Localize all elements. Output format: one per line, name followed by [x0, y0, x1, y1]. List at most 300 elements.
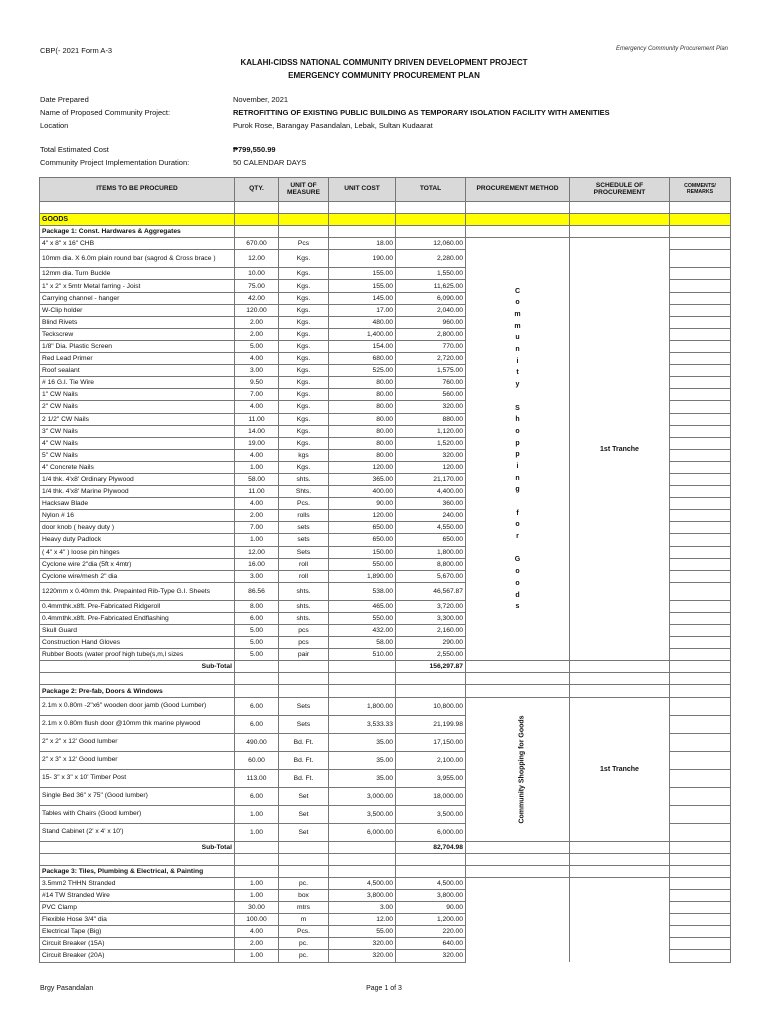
procurement-method-vertical — [514, 286, 520, 613]
item-description: 3.5mm2 THHN Stranded — [40, 877, 235, 889]
item-total: 760.00 — [396, 377, 466, 389]
item-qty: 7.00 — [235, 389, 279, 401]
method-letter: m — [514, 322, 521, 330]
schedule-cell — [570, 238, 670, 661]
item-total: 12,060.00 — [396, 238, 466, 250]
item-unit: Pcs. — [279, 926, 329, 938]
method-letter: f — [516, 509, 519, 517]
subtotal-value: 82,704.98 — [396, 841, 466, 853]
item-description: 1/4 thk. 4'x8' Marine Plywood — [40, 486, 235, 498]
comments-cell — [670, 449, 731, 461]
item-qty: 6.00 — [235, 787, 279, 805]
empty-cell — [670, 226, 731, 238]
method-letter — [514, 543, 520, 555]
col-header-unit: UNIT OF MEASURE — [279, 178, 329, 202]
item-description: door knob ( heavy duty ) — [40, 522, 235, 534]
empty-cell — [329, 685, 396, 697]
method-letter — [514, 496, 520, 508]
item-unit-cost: 320.00 — [329, 950, 396, 962]
item-unit: Sets — [279, 697, 329, 715]
item-description: 10mm dia. X 6.0m plain round bar (sagrod & Cross brace ) — [40, 250, 235, 268]
item-unit: sets — [279, 534, 329, 546]
item-qty: 4.00 — [235, 353, 279, 365]
item-qty: 19.00 — [235, 437, 279, 449]
method-letter: G — [514, 556, 521, 564]
item-description: Roof sealant — [40, 365, 235, 377]
item-total: 46,567.87 — [396, 582, 466, 600]
empty-cell — [670, 202, 731, 214]
method-letter: d — [515, 591, 520, 599]
item-total: 2,100.00 — [396, 751, 466, 769]
empty-cell — [279, 673, 329, 685]
item-total: 4,550.00 — [396, 522, 466, 534]
location-value: Purok Rose, Barangay Pasandalan, Lebak, Sultan Kudaarat — [233, 121, 433, 130]
comments-cell — [670, 437, 731, 449]
empty-cell — [329, 841, 396, 853]
item-qty: 9.50 — [235, 377, 279, 389]
item-unit-cost: 90.00 — [329, 498, 396, 510]
method-letter: u — [515, 334, 520, 342]
method-letter: s — [515, 603, 520, 611]
empty-cell — [279, 202, 329, 214]
spacer-row — [40, 673, 731, 685]
item-description: Stand Cabinet (2' x 4' x 10') — [40, 823, 235, 841]
item-qty: 1.00 — [235, 823, 279, 841]
location-label: Location — [40, 121, 69, 130]
comments-cell — [670, 546, 731, 558]
item-total: 880.00 — [396, 413, 466, 425]
item-description: Flexible Hose 3/4" dia — [40, 914, 235, 926]
item-description: Cyclone wire/mesh 2" dia — [40, 570, 235, 582]
item-description: #14 TW Stranded Wire — [40, 889, 235, 901]
item-unit-cost: 55.00 — [329, 926, 396, 938]
empty-cell — [279, 214, 329, 226]
document-title-line1: KALAHI-CIDSS NATIONAL COMMUNITY DRIVEN DEVELOPMENT PROJECT — [240, 58, 528, 67]
empty-cell — [279, 226, 329, 238]
item-unit: shts. — [279, 612, 329, 624]
item-total: 2,160.00 — [396, 625, 466, 637]
empty-cell — [279, 661, 329, 673]
item-description: Teckscrew — [40, 328, 235, 340]
item-qty: 670.00 — [235, 238, 279, 250]
item-unit-cost: 35.00 — [329, 733, 396, 751]
item-total: 3,720.00 — [396, 600, 466, 612]
item-unit: Shts. — [279, 486, 329, 498]
item-qty: 1.00 — [235, 534, 279, 546]
item-description: Single Bed 36" x 75" (Good lumber) — [40, 787, 235, 805]
item-qty: 4.00 — [235, 926, 279, 938]
comments-cell — [670, 733, 731, 751]
item-qty: 7.00 — [235, 522, 279, 534]
method-letter: o — [515, 568, 520, 576]
empty-cell — [570, 685, 670, 697]
item-unit: mtrs — [279, 902, 329, 914]
empty-cell — [570, 853, 670, 865]
item-unit: Pcs. — [279, 498, 329, 510]
project-value: RETROFITTING OF EXISTING PUBLIC BUILDING AS TEMPORARY ISOLATION FACILITY WITH AMENITIES — [233, 108, 610, 117]
empty-cell — [235, 685, 279, 697]
method-letter: p — [515, 439, 520, 447]
item-description: Blind Rivets — [40, 316, 235, 328]
empty-cell — [670, 841, 731, 853]
item-qty: 1.00 — [235, 805, 279, 823]
item-qty: 2.00 — [235, 510, 279, 522]
schedule-value: 1st Tranche — [600, 445, 639, 453]
item-unit: pcs — [279, 637, 329, 649]
comments-cell — [670, 823, 731, 841]
empty-cell — [670, 865, 731, 877]
item-total: 560.00 — [396, 389, 466, 401]
empty-cell — [235, 865, 279, 877]
item-unit: Kgs. — [279, 353, 329, 365]
empty-cell — [466, 226, 570, 238]
item-description: 2.1m x 0.80m -2"x6" wooden door jamb (Good Lumber) — [40, 697, 235, 715]
empty-cell — [235, 226, 279, 238]
package1-title — [40, 226, 731, 238]
col-header-total: TOTAL — [396, 178, 466, 202]
empty-cell — [396, 865, 466, 877]
item-qty: 3.00 — [235, 365, 279, 377]
item-qty: 1.00 — [235, 950, 279, 962]
item-qty: 2.00 — [235, 316, 279, 328]
item-unit: Set — [279, 787, 329, 805]
item-unit-cost: 550.00 — [329, 612, 396, 624]
item-total: 21,170.00 — [396, 473, 466, 485]
comments-cell — [670, 558, 731, 570]
item-unit-cost: 155.00 — [329, 280, 396, 292]
item-unit: roll — [279, 570, 329, 582]
date-value: November, 2021 — [233, 95, 289, 104]
item-description: Cyclone wire 2"dia (5ft x 4mtr) — [40, 558, 235, 570]
item-unit-cost: 3,533.33 — [329, 715, 396, 733]
procurement-method-cell — [466, 877, 570, 962]
item-total: 3,300.00 — [396, 612, 466, 624]
empty-cell — [40, 853, 235, 865]
item-unit: Kgs. — [279, 377, 329, 389]
item-qty: 10.00 — [235, 268, 279, 280]
item-unit: shts. — [279, 600, 329, 612]
comments-cell — [670, 534, 731, 546]
package1-title-label: Package 1: Const. Hardwares & Aggregates — [40, 226, 235, 238]
empty-cell — [466, 685, 570, 697]
item-total: 1,520.00 — [396, 437, 466, 449]
method-letter: o — [515, 521, 520, 529]
item-unit-cost: 12.00 — [329, 914, 396, 926]
item-total: 3,500.00 — [396, 805, 466, 823]
item-total: 18,000.00 — [396, 787, 466, 805]
item-total: 3,955.00 — [396, 769, 466, 787]
item-total: 8,800.00 — [396, 558, 466, 570]
method-letter: o — [515, 579, 520, 587]
item-description: Tables with Chairs (Good lumber) — [40, 805, 235, 823]
method-letter: i — [516, 462, 519, 470]
method-letter: r — [516, 533, 519, 541]
comments-cell — [670, 353, 731, 365]
item-description: 0.4mmthk.x8ft. Pre-Fabricated Endflashing — [40, 612, 235, 624]
subtotal-label: Sub-Total — [40, 661, 235, 673]
col-header-method: PROCUREMENT METHOD — [466, 178, 570, 202]
comments-cell — [670, 877, 731, 889]
item-qty: 60.00 — [235, 751, 279, 769]
item-unit: Sets — [279, 546, 329, 558]
empty-cell — [40, 202, 235, 214]
item-unit-cost: 18.00 — [329, 238, 396, 250]
empty-cell — [570, 841, 670, 853]
item-total: 10,800.00 — [396, 697, 466, 715]
item-qty: 86.56 — [235, 582, 279, 600]
item-unit-cost: 480.00 — [329, 316, 396, 328]
method-letter: C — [514, 287, 521, 295]
empty-cell — [670, 853, 731, 865]
item-unit-cost: 35.00 — [329, 769, 396, 787]
item-qty: 16.00 — [235, 558, 279, 570]
item-unit: pc. — [279, 950, 329, 962]
item-unit: pc. — [279, 877, 329, 889]
document-type-label: Emergency Community Procurement Plan — [615, 46, 728, 52]
item-qty: 2.00 — [235, 328, 279, 340]
item-total: 650.00 — [396, 534, 466, 546]
goods-section — [40, 214, 731, 226]
item-unit: Kgs. — [279, 250, 329, 268]
comments-cell — [670, 328, 731, 340]
empty-cell — [235, 661, 279, 673]
comments-cell — [670, 292, 731, 304]
empty-cell — [329, 853, 396, 865]
comments-cell — [670, 250, 731, 268]
duration-value: 50 CALENDAR DAYS — [233, 158, 307, 167]
comments-cell — [670, 697, 731, 715]
item-total: 2,040.00 — [396, 304, 466, 316]
empty-cell — [670, 673, 731, 685]
item-qty: 1.00 — [235, 877, 279, 889]
method-letter: n — [515, 474, 520, 482]
empty-cell — [570, 214, 670, 226]
item-description: 2" x 3" x 12' Good lumber — [40, 751, 235, 769]
comments-cell — [670, 522, 731, 534]
item-unit-cost: 6,000.00 — [329, 823, 396, 841]
package3-title-label: Package 3: Tiles, Plumbing & Electrical, & Painting — [40, 865, 235, 877]
item-unit-cost: 80.00 — [329, 425, 396, 437]
item-qty: 6.00 — [235, 697, 279, 715]
item-qty: 12.00 — [235, 250, 279, 268]
item-unit: Kgs. — [279, 401, 329, 413]
item-unit-cost: 190.00 — [329, 250, 396, 268]
item-description: 1/4 thk. 4'x8' Ordinary Plywood — [40, 473, 235, 485]
item-description: 3" CW Nails — [40, 425, 235, 437]
empty-cell — [396, 202, 466, 214]
comments-cell — [670, 316, 731, 328]
col-header-schedule: SCHEDULE OF PROCUREMENT — [570, 178, 670, 202]
item-unit-cost: 365.00 — [329, 473, 396, 485]
item-unit-cost: 120.00 — [329, 510, 396, 522]
item-description: 15- 3" x 3" x 10' Timber Post — [40, 769, 235, 787]
comments-cell — [670, 889, 731, 901]
comments-cell — [670, 498, 731, 510]
comments-cell — [670, 649, 731, 661]
item-unit: pc. — [279, 938, 329, 950]
item-unit: Pcs — [279, 238, 329, 250]
method-letter: o — [515, 427, 520, 435]
item-description: Nylon # 16 — [40, 510, 235, 522]
item-unit: Kgs. — [279, 268, 329, 280]
item-description: Rubber Boots (water proof high tube(s,m,l sizes — [40, 649, 235, 661]
item-total: 1,550.00 — [396, 268, 466, 280]
empty-cell — [670, 685, 731, 697]
comments-cell — [670, 625, 731, 637]
item-unit-cost: 525.00 — [329, 365, 396, 377]
package2-title — [40, 685, 731, 697]
comments-cell — [670, 612, 731, 624]
item-qty: 490.00 — [235, 733, 279, 751]
item-qty: 5.00 — [235, 637, 279, 649]
item-unit: roll — [279, 558, 329, 570]
item-description: ( 4" x 4" ) loose pin hinges — [40, 546, 235, 558]
comments-cell — [670, 637, 731, 649]
comments-cell — [670, 600, 731, 612]
item-unit-cost: 3,800.00 — [329, 889, 396, 901]
item-unit: Set — [279, 805, 329, 823]
comments-cell — [670, 268, 731, 280]
empty-cell — [466, 202, 570, 214]
item-unit-cost: 80.00 — [329, 401, 396, 413]
item-total: 320.00 — [396, 950, 466, 962]
date-label: Date Prepared — [40, 95, 89, 104]
comments-cell — [670, 340, 731, 352]
item-description: 4" x 8" x 16" CHB — [40, 238, 235, 250]
item-total: 1,800.00 — [396, 546, 466, 558]
item-description: 2" x 2" x 12' Good lumber — [40, 733, 235, 751]
empty-cell — [570, 865, 670, 877]
comments-cell — [670, 769, 731, 787]
item-unit: Bd. Ft. — [279, 769, 329, 787]
comments-cell — [670, 401, 731, 413]
item-total: 360.00 — [396, 498, 466, 510]
item-total: 4,500.00 — [396, 877, 466, 889]
method-letter: y — [515, 381, 520, 389]
footer-page-number: Page 1 of 3 — [366, 985, 402, 992]
comments-cell — [670, 304, 731, 316]
item-description: 12mm dia. Turn Buckle — [40, 268, 235, 280]
item-qty: 113.00 — [235, 769, 279, 787]
item-unit-cost: 35.00 — [329, 751, 396, 769]
method-letter: h — [515, 416, 520, 424]
item-unit-cost: 1,400.00 — [329, 328, 396, 340]
comments-cell — [670, 377, 731, 389]
item-description: 5" CW Nails — [40, 449, 235, 461]
item-total: 640.00 — [396, 938, 466, 950]
item-qty: 12.00 — [235, 546, 279, 558]
comments-cell — [670, 238, 731, 250]
item-unit: Kgs. — [279, 292, 329, 304]
item-total: 5,670.00 — [396, 570, 466, 582]
item-qty: 6.00 — [235, 715, 279, 733]
table-row — [40, 697, 731, 715]
method-letter: g — [515, 486, 520, 494]
item-unit: shts. — [279, 582, 329, 600]
empty-cell — [396, 226, 466, 238]
item-unit-cost: 150.00 — [329, 546, 396, 558]
item-unit-cost: 17.00 — [329, 304, 396, 316]
procurement-method-cell — [466, 238, 570, 661]
item-total: 240.00 — [396, 510, 466, 522]
item-description: Skull Guard — [40, 625, 235, 637]
table-header-row — [40, 178, 731, 202]
item-qty: 75.00 — [235, 280, 279, 292]
item-qty: 4.00 — [235, 401, 279, 413]
item-qty: 2.00 — [235, 938, 279, 950]
empty-cell — [329, 202, 396, 214]
item-unit: Sets — [279, 715, 329, 733]
empty-cell — [235, 841, 279, 853]
item-description: 1" CW Nails — [40, 389, 235, 401]
item-unit: Bd. Ft. — [279, 733, 329, 751]
item-unit-cost: 120.00 — [329, 461, 396, 473]
item-unit: Kgs. — [279, 437, 329, 449]
item-unit-cost: 1,800.00 — [329, 697, 396, 715]
empty-cell — [235, 673, 279, 685]
item-qty: 1.00 — [235, 461, 279, 473]
item-unit-cost: 80.00 — [329, 389, 396, 401]
empty-cell — [40, 673, 235, 685]
item-unit-cost: 650.00 — [329, 534, 396, 546]
item-unit-cost: 58.00 — [329, 637, 396, 649]
schedule-cell — [570, 697, 670, 841]
procurement-method-rotated: Community Shopping for Goods — [518, 715, 526, 824]
empty-cell — [235, 214, 279, 226]
item-qty: 6.00 — [235, 612, 279, 624]
item-total: 120.00 — [396, 461, 466, 473]
item-unit-cost: 465.00 — [329, 600, 396, 612]
item-unit: kgs — [279, 449, 329, 461]
item-description: 1" x 2" x 5mtr Metal farring - Joist — [40, 280, 235, 292]
item-unit-cost: 80.00 — [329, 449, 396, 461]
col-header-comments: COMMENTS/ REMARKS — [670, 178, 731, 202]
empty-cell — [235, 202, 279, 214]
item-unit-cost: 400.00 — [329, 486, 396, 498]
item-total: 960.00 — [396, 316, 466, 328]
item-description: # 16 G.I. Tie Wire — [40, 377, 235, 389]
method-letter: t — [516, 369, 519, 377]
item-qty: 5.00 — [235, 625, 279, 637]
package3-title — [40, 865, 731, 877]
comments-cell — [670, 486, 731, 498]
item-unit: Kgs. — [279, 413, 329, 425]
empty-cell — [570, 226, 670, 238]
item-total: 2,720.00 — [396, 353, 466, 365]
item-qty: 4.00 — [235, 449, 279, 461]
item-total: 4,400.00 — [396, 486, 466, 498]
item-unit: Kgs. — [279, 280, 329, 292]
empty-cell — [466, 661, 570, 673]
empty-cell — [396, 673, 466, 685]
col-header-items: ITEMS TO BE PROCURED — [40, 178, 235, 202]
empty-cell — [279, 685, 329, 697]
empty-cell — [466, 214, 570, 226]
item-unit-cost: 3,500.00 — [329, 805, 396, 823]
procurement-method-cell — [466, 697, 570, 841]
empty-cell — [466, 865, 570, 877]
item-qty: 14.00 — [235, 425, 279, 437]
item-description: 2 1/2" CW Nails — [40, 413, 235, 425]
item-total: 11,625.00 — [396, 280, 466, 292]
item-qty: 3.00 — [235, 570, 279, 582]
item-total: 6,090.00 — [396, 292, 466, 304]
method-letter — [514, 391, 520, 403]
procurement-table — [39, 177, 731, 963]
comments-cell — [670, 805, 731, 823]
table-row — [40, 877, 731, 889]
schedule-cell — [570, 877, 670, 962]
